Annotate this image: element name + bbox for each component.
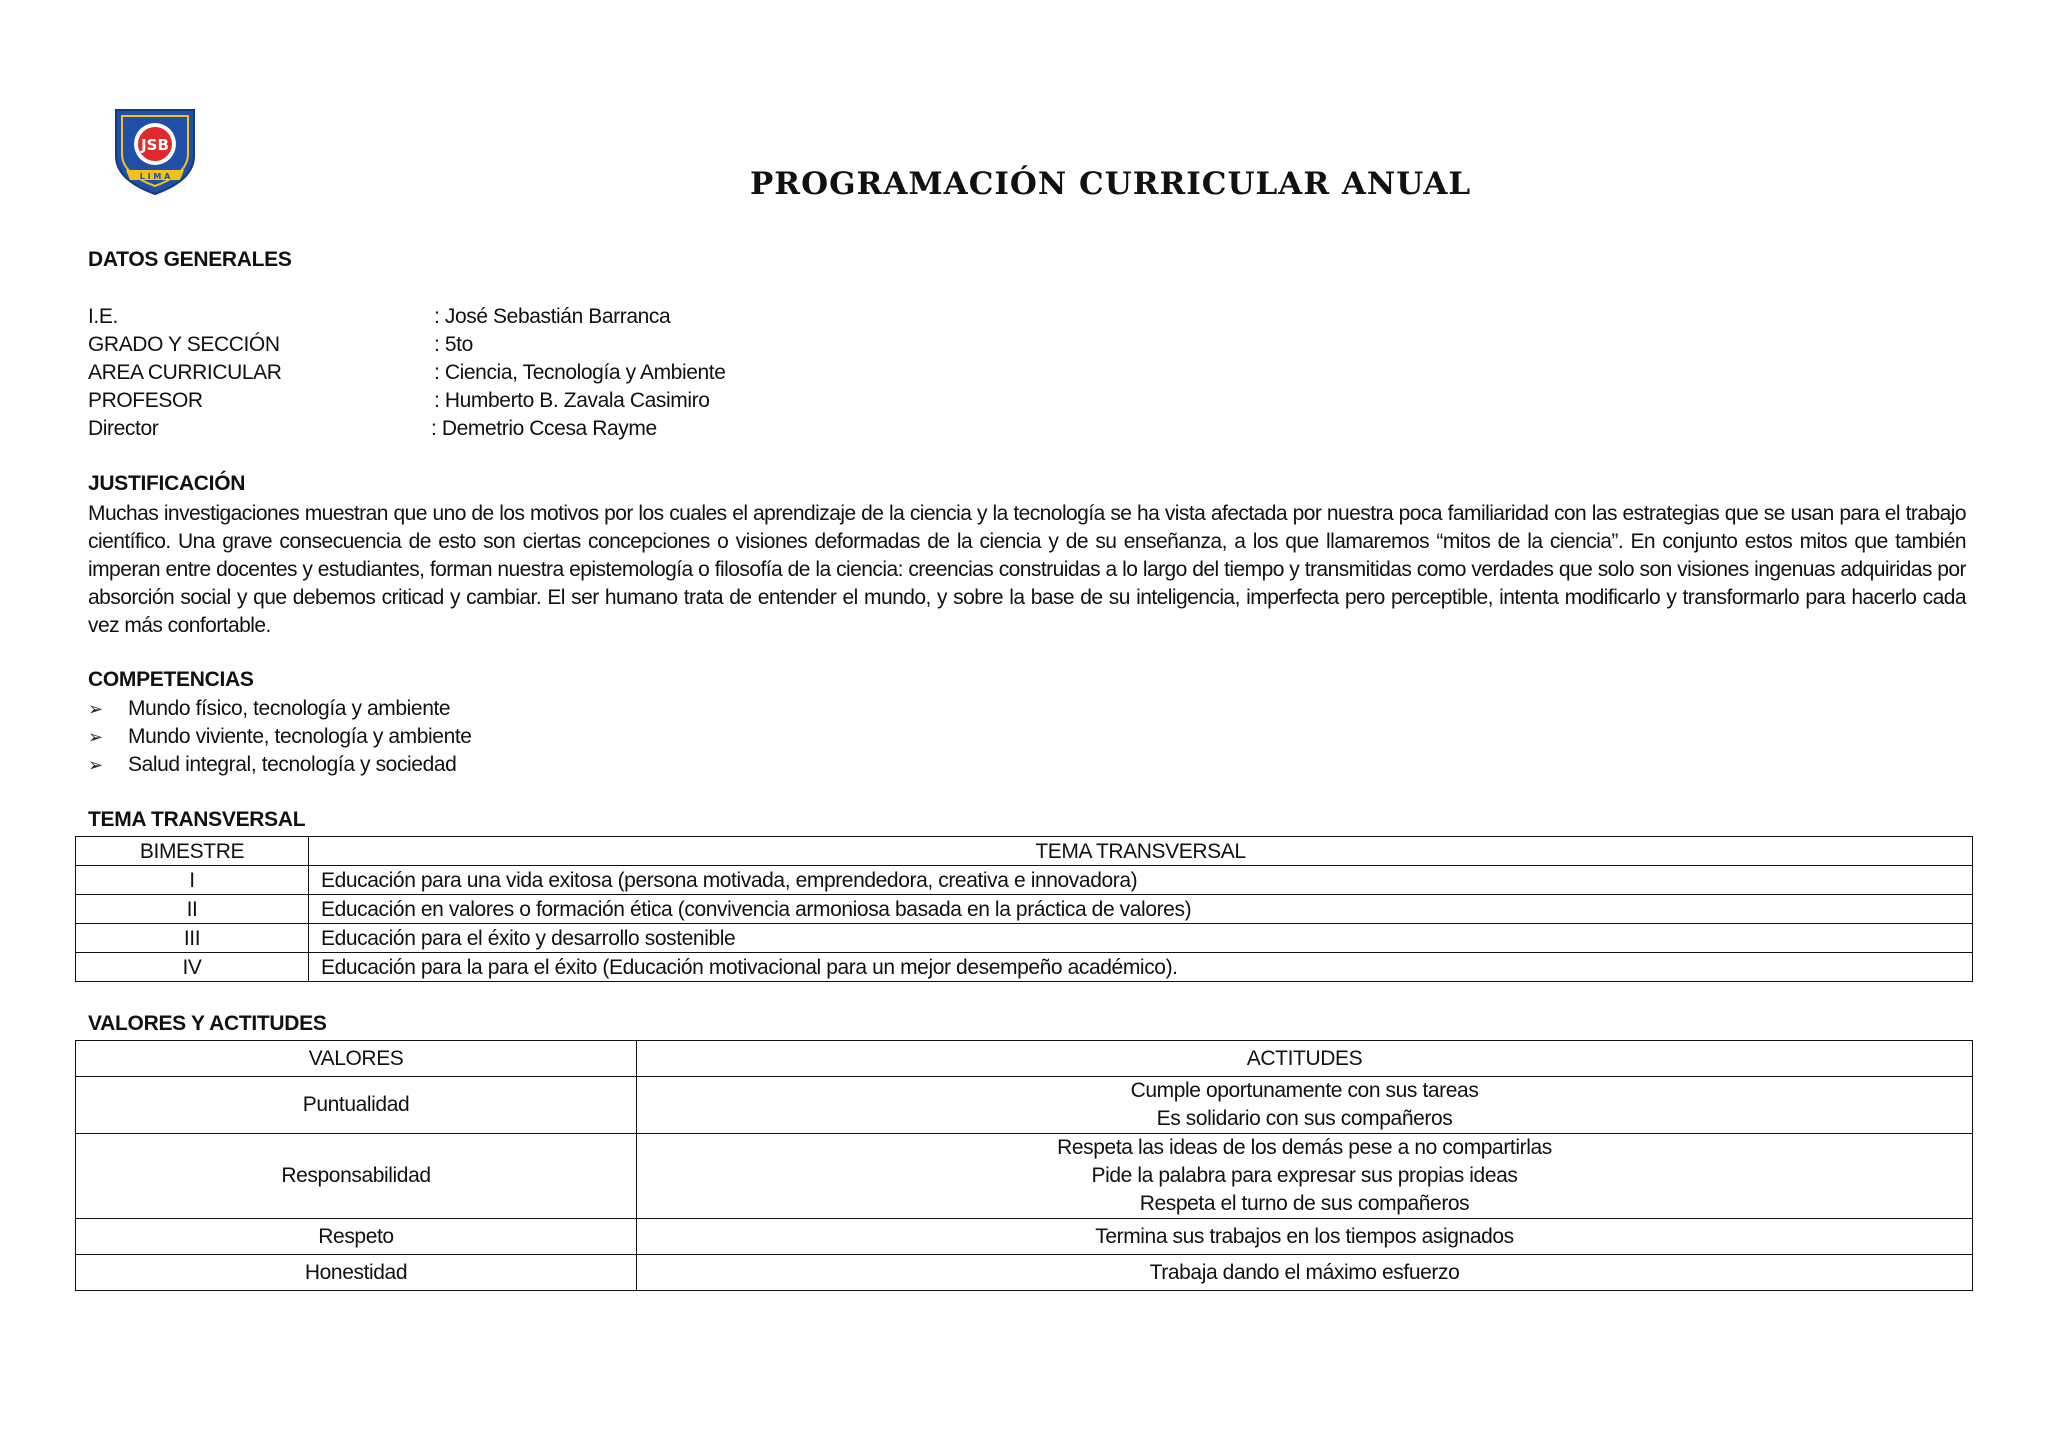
- bimestre-cell: IV: [76, 953, 309, 982]
- table-row: [76, 953, 1973, 982]
- school-crest-icon: [112, 104, 198, 196]
- actitud-line: Es solidario con sus compañeros: [1156, 1107, 1453, 1130]
- dg-label: I.E.: [88, 305, 118, 328]
- column-header: TEMA TRANSVERSAL: [309, 837, 1973, 866]
- column-header: VALORES: [76, 1041, 637, 1077]
- justificacion-paragraph: Muchas investigaciones muestran que uno de los motivos por los cuales el aprendizaje de la ciencia y la tecnología se ha vista afectada por nuestra poca familiaridad con las estrategias que se usan para el trabajo científico. Una grave consecuencia de esto son ciertas concepciones o visiones deformadas de la ciencia y de su enseñanza, a los que llamaremos “mitos de la ciencia”. En conjunto estos mitos que también imperan entre docentes y estudiantes, forman nuestra epistemología o filosofía de la ciencia: creencias construidas a lo largo del tiempo y transmitidas como verdades que solo son visiones ingenuas adquiridas por absorción social y que debemos criticad y cambiar. El ser humano trata de entender el mundo, y sobre la base de su inteligencia, imperfecta pero perceptible, intenta modificarlo y transformarlo para hacerlo cada vez más confortable.: [88, 502, 1966, 637]
- actitud-line: Trabaja dando el máximo esfuerzo: [1149, 1260, 1460, 1284]
- bimestre-cell: III: [76, 924, 309, 953]
- actitudes-cell: [637, 1219, 1973, 1255]
- competencias-heading: COMPETENCIAS: [88, 668, 254, 691]
- dg-value: : José Sebastián Barranca: [434, 305, 671, 328]
- dg-label: GRADO Y SECCIÓN: [88, 333, 280, 356]
- table-row: [76, 866, 1973, 895]
- tema-cell: Educación para una vida exitosa (persona motivada, emprendedora, creativa e innovadora): [309, 866, 1973, 895]
- tema-cell: Educación en valores o formación ética (convivencia armoniosa basada en la práctica de valores): [309, 895, 1973, 924]
- table-row: [76, 1134, 1973, 1219]
- valor-cell: Respeto: [76, 1219, 637, 1255]
- actitud-line: Termina sus trabajos en los tiempos asignados: [1095, 1224, 1514, 1248]
- tema-cell: Educación para el éxito y desarrollo sostenible: [309, 924, 1973, 953]
- tema-cell: Educación para la para el éxito (Educación motivacional para un mejor desempeño académico).: [309, 953, 1973, 982]
- arrow-bullet-icon: ➢: [88, 727, 103, 748]
- dg-value: : 5to: [434, 333, 473, 356]
- dg-label: Director: [88, 417, 159, 440]
- list-item: [88, 695, 472, 723]
- table-row: [76, 924, 1973, 953]
- valor-cell: Responsabilidad: [76, 1134, 637, 1219]
- table-row: [76, 1255, 1973, 1291]
- competencias-list: [88, 695, 472, 779]
- column-header: BIMESTRE: [76, 837, 309, 866]
- bimestre-cell: I: [76, 866, 309, 895]
- valor-cell: Puntualidad: [76, 1077, 637, 1134]
- svg-text:JSB: JSB: [141, 136, 169, 154]
- dg-label: AREA CURRICULAR: [88, 361, 282, 384]
- competencia-text: Mundo viviente, tecnología y ambiente: [128, 725, 472, 748]
- actitud-line: Pide la palabra para expresar sus propias ideas: [1091, 1164, 1518, 1187]
- competencia-text: Mundo físico, tecnología y ambiente: [128, 697, 451, 720]
- list-item: [88, 751, 472, 779]
- actitudes-cell: [637, 1077, 1973, 1134]
- document-title: PROGRAMACIÓN CURRICULAR ANUAL: [750, 166, 1472, 202]
- table-row: [76, 1219, 1973, 1255]
- actitud-line: Respeta el turno de sus compañeros: [1139, 1192, 1470, 1215]
- actitudes-cell: [637, 1134, 1973, 1219]
- table-row: [76, 895, 1973, 924]
- tema-transversal-heading: TEMA TRANSVERSAL: [88, 808, 306, 831]
- actitudes-cell: [637, 1255, 1973, 1291]
- column-header: ACTITUDES: [637, 1041, 1973, 1077]
- justificacion-heading: JUSTIFICACIÓN: [88, 472, 246, 495]
- table-row: [76, 1077, 1973, 1134]
- bimestre-cell: II: [76, 895, 309, 924]
- list-item: [88, 723, 472, 751]
- dg-value: : Demetrio Ccesa Rayme: [431, 417, 657, 440]
- dg-value: : Humberto B. Zavala Casimiro: [434, 389, 710, 412]
- arrow-bullet-icon: ➢: [88, 755, 103, 776]
- table-header-row: [76, 1041, 1973, 1077]
- actitud-line: Respeta las ideas de los demás pese a no compartirlas: [1057, 1136, 1552, 1159]
- tema-transversal-table: [75, 836, 1973, 982]
- valor-cell: Honestidad: [76, 1255, 637, 1291]
- table-header-row: [76, 837, 1973, 866]
- actitud-line: Cumple oportunamente con sus tareas: [1130, 1079, 1479, 1102]
- competencia-text: Salud integral, tecnología y sociedad: [128, 753, 457, 776]
- svg-text:L I M A: L I M A: [139, 172, 171, 181]
- datos-generales-heading: DATOS GENERALES: [88, 248, 292, 271]
- valores-actitudes-table: [75, 1040, 1973, 1291]
- arrow-bullet-icon: ➢: [88, 699, 103, 720]
- valores-actitudes-heading: VALORES Y ACTITUDES: [88, 1012, 327, 1035]
- dg-label: PROFESOR: [88, 389, 203, 412]
- dg-value: : Ciencia, Tecnología y Ambiente: [434, 361, 726, 384]
